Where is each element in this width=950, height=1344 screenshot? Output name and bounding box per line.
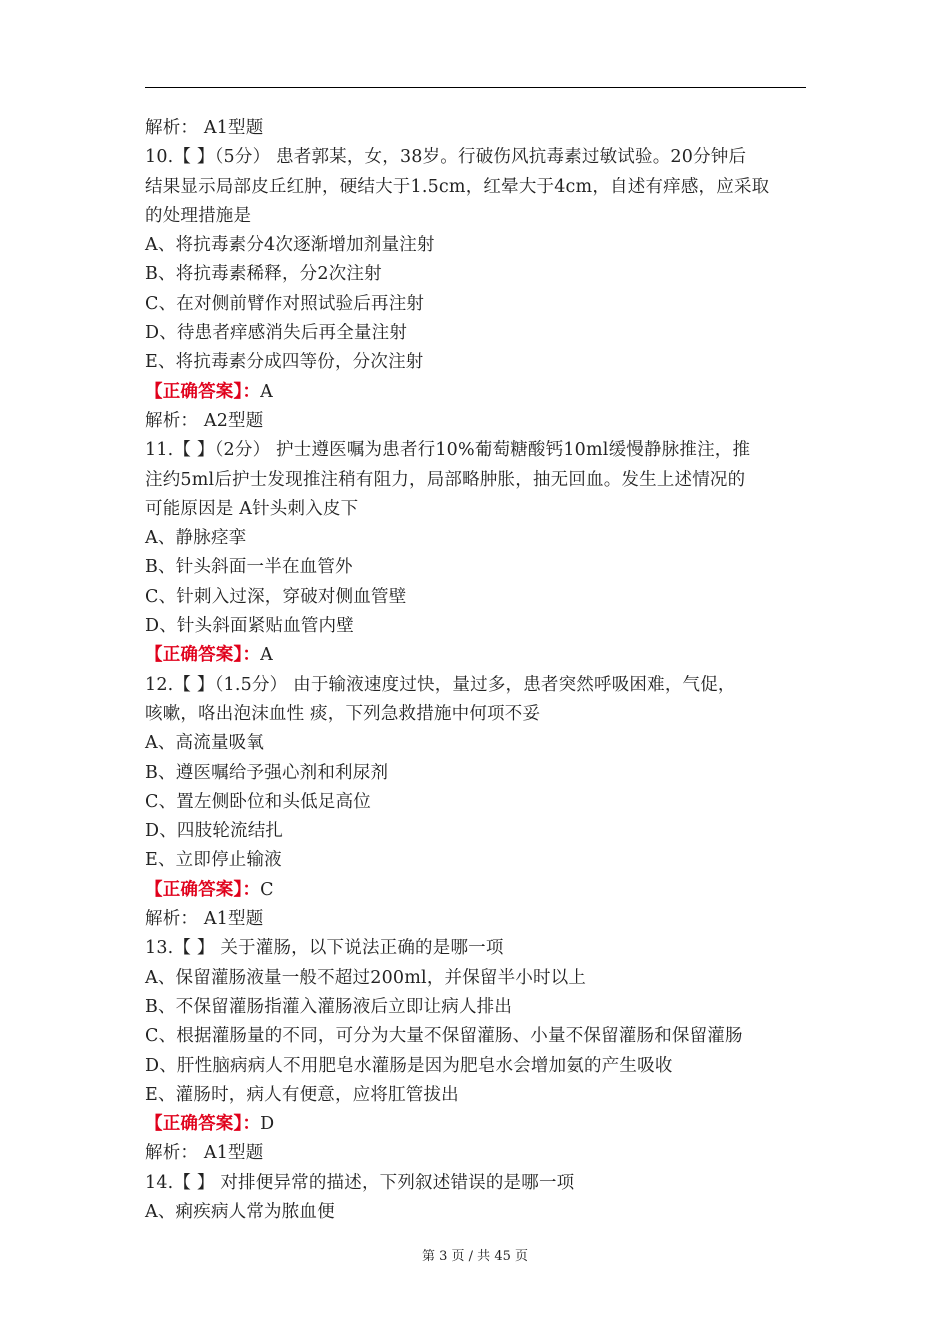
correct-answer-q13	[145, 1110, 805, 1139]
option-c: C、针刺入过深，穿破对侧血管壁	[145, 586, 407, 607]
question-13-stem: 13.【 】 关于灌肠，以下说法正确的是哪一项	[145, 938, 504, 959]
answer-label: 【正确答案】：	[145, 381, 261, 402]
answer-label: 【正确答案】：	[145, 645, 261, 666]
option-c: C、根据灌肠量的不同，可分为大量不保留灌肠、小量不保留灌肠和保留灌肠	[145, 1026, 743, 1047]
question-12-stem: 12.【 】（1.5分） 由于输液速度过快，量过多，患者突然呼吸困难，气促，	[145, 674, 736, 695]
option-a: A、静脉痉挛	[145, 528, 247, 549]
correct-answer-q12	[145, 876, 805, 905]
option-a: A、痢疾病人常为脓血便	[145, 1201, 335, 1222]
analysis-line: 解析： A2型题	[145, 410, 264, 431]
question-11-stem: 可能原因是 A针头刺入皮下	[145, 498, 359, 519]
answer-value: D	[260, 1114, 275, 1135]
option-a: A、保留灌肠液量一般不超过200ml，并保留半小时以上	[145, 967, 587, 988]
question-12-stem: 咳嗽，咯出泡沫血性 痰，下列急救措施中何项不妥	[145, 703, 541, 724]
option-e: E、将抗毒素分成四等份，分次注射	[145, 352, 424, 373]
answer-value: C	[260, 879, 274, 900]
option-e: E、灌肠时，病人有便意，应将肛管拔出	[145, 1084, 459, 1105]
question-11-stem: 11.【 】（2分） 护士遵医嘱为患者行10%葡萄糖酸钙10ml缓慢静脉推注，推	[145, 440, 751, 461]
analysis-line: 解析： A1型题	[145, 909, 264, 930]
page-footer: 第 3 页 / 共 45 页	[422, 1249, 528, 1264]
answer-value: A	[260, 381, 273, 402]
option-b: B、将抗毒素稀释，分2次注射	[145, 264, 382, 285]
option-e: E、立即停止输液	[145, 850, 282, 871]
option-a: A、高流量吸氧	[145, 733, 265, 754]
answer-label: 【正确答案】：	[145, 1114, 261, 1135]
analysis-line: 解析： A1型题	[145, 118, 264, 138]
question-10-stem: 的处理措施是	[145, 205, 252, 226]
correct-answer-q11	[145, 641, 805, 670]
option-b: B、不保留灌肠指灌入灌肠液后立即让病人排出	[145, 996, 513, 1017]
header-rule	[145, 87, 806, 88]
answer-label: 【正确答案】：	[145, 879, 261, 900]
option-d: D、肝性脑病病人不用肥皂水灌肠是因为肥皂水会增加氨的产生吸收	[145, 1055, 673, 1076]
option-c: C、置左侧卧位和头低足高位	[145, 791, 371, 812]
correct-answer-q10	[145, 378, 805, 407]
question-11-stem: 注约5ml后护士发现推注稍有阻力，局部略肿胀，抽无回血。发生上述情况的	[145, 469, 746, 490]
option-d: D、待患者痒感消失后再全量注射	[145, 323, 408, 344]
answer-value: A	[260, 645, 273, 666]
page-content	[145, 114, 805, 1227]
option-d: D、针头斜面紧贴血管内壁	[145, 616, 354, 637]
question-10-stem: 结果显示局部皮丘红肿，硬结大于1.5cm，红晕大于4cm，自述有痒感，应采取	[145, 176, 770, 197]
question-14-stem: 14.【 】 对排便异常的描述，下列叙述错误的是哪一项	[145, 1172, 575, 1193]
option-d: D、四肢轮流结扎	[145, 821, 284, 842]
option-c: C、在对侧前臂作对照试验后再注射	[145, 293, 425, 314]
question-10-stem: 10.【 】（5分） 患者郭某，女，38岁。行破伤风抗毒素过敏试验。20分钟后	[145, 147, 747, 168]
option-b: B、遵医嘱给予强心剂和利尿剂	[145, 762, 389, 783]
option-b: B、针头斜面一半在血管外	[145, 557, 353, 578]
analysis-line: 解析： A1型题	[145, 1143, 264, 1164]
option-a: A、将抗毒素分4次逐渐增加剂量注射	[145, 235, 435, 256]
